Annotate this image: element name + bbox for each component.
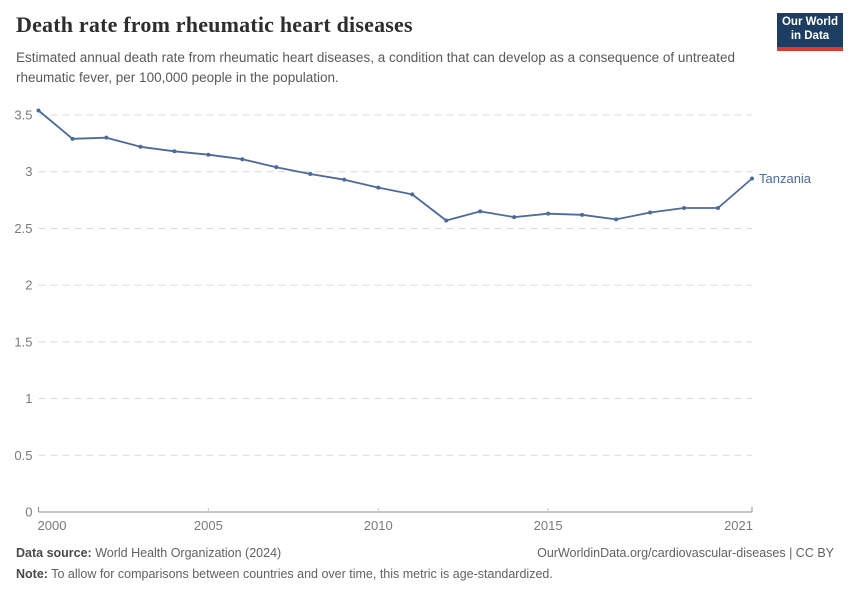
data-point[interactable]: [478, 209, 482, 213]
data-point[interactable]: [172, 149, 176, 153]
y-tick-label: 0.5: [14, 447, 33, 463]
page-title: Death rate from rheumatic heart diseases: [16, 12, 413, 37]
data-line-tanzania[interactable]: [39, 111, 753, 221]
series-label[interactable]: Tanzania: [759, 171, 812, 187]
note-value: To allow for comparisons between countries and over time, this metric is age-standardized.: [47, 567, 553, 581]
data-point[interactable]: [648, 211, 652, 215]
x-tick-label: 2015: [533, 518, 563, 533]
data-point[interactable]: [206, 153, 210, 157]
data-point[interactable]: [580, 213, 584, 217]
note-label: Note:: [16, 567, 48, 581]
data-point[interactable]: [512, 215, 516, 219]
data-point[interactable]: [410, 192, 414, 196]
data-point[interactable]: [614, 217, 618, 221]
owid-link[interactable]: OurWorldinData.org/cardiovascular-diseases | CC BY: [537, 546, 834, 560]
data-point[interactable]: [70, 137, 74, 141]
x-tick-label: 2000: [37, 518, 67, 533]
y-tick-label: 3.5: [14, 107, 33, 123]
owid-logo-line1: Our World: [781, 16, 838, 29]
data-point[interactable]: [546, 212, 550, 216]
note-text: [16, 567, 553, 581]
x-tick-label: 2005: [193, 518, 223, 533]
data-point[interactable]: [37, 108, 41, 112]
data-point[interactable]: [138, 145, 142, 149]
chart-footer: [16, 546, 834, 588]
data-point[interactable]: [308, 172, 312, 176]
data-point[interactable]: [716, 206, 720, 210]
y-tick-label: 2.5: [14, 220, 33, 236]
x-tick-label: 2010: [363, 518, 393, 533]
data-point[interactable]: [750, 177, 754, 181]
data-point[interactable]: [444, 218, 448, 222]
y-tick-label: 1: [25, 391, 33, 407]
owid-logo-line2: in Data: [790, 30, 830, 42]
y-tick-label: 1.5: [14, 334, 33, 350]
x-tick-label: 2021: [724, 518, 753, 533]
data-point[interactable]: [274, 165, 278, 169]
y-tick-label: 2: [25, 277, 33, 293]
data-point[interactable]: [240, 157, 244, 161]
chart-subtitle: Estimated annual death rate from rheumatic heart diseases, a condition that can develop as a consequence of untreated rheumatic fever, per 100,000 people in the population.: [16, 50, 735, 85]
data-point[interactable]: [104, 136, 108, 140]
y-tick-label: 0: [25, 504, 33, 520]
y-tick-label: 3: [25, 164, 33, 180]
data-source-value: World Health Organization (2024): [91, 546, 282, 560]
data-point[interactable]: [376, 186, 380, 190]
data-point[interactable]: [342, 178, 346, 182]
data-source-text: [16, 546, 281, 560]
data-point[interactable]: [682, 206, 686, 210]
data-source-label: Data source:: [16, 546, 92, 560]
